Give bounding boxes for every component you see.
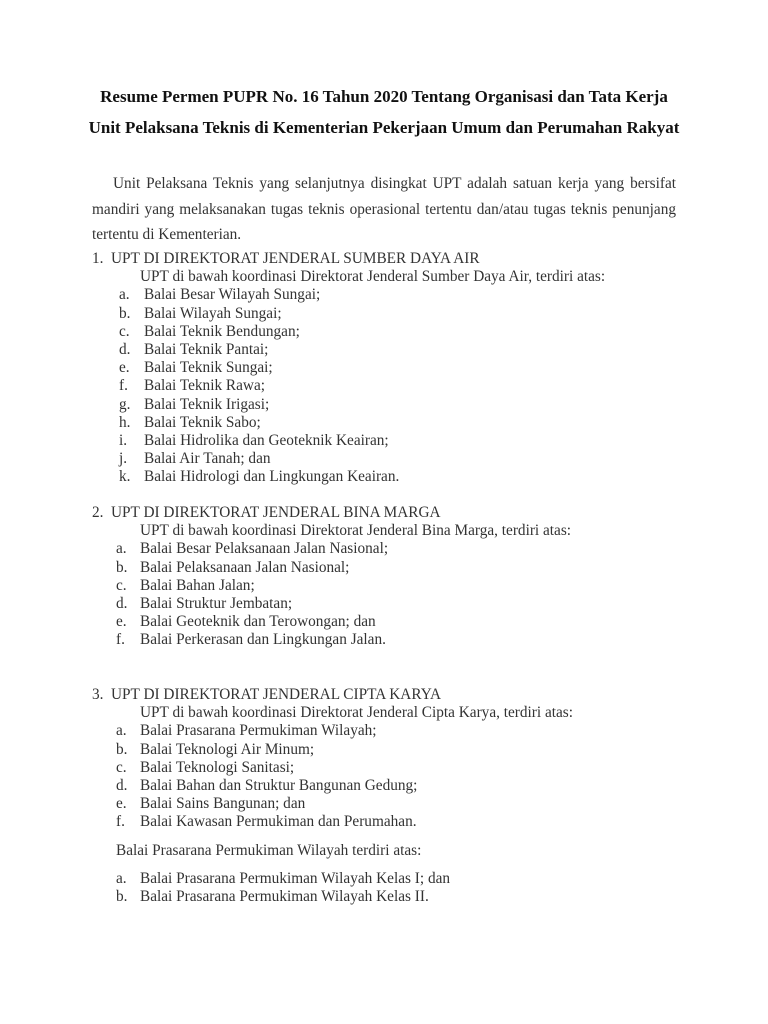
list-marker: i. xyxy=(119,432,128,450)
list-item xyxy=(92,359,605,377)
list-marker: a. xyxy=(116,870,127,887)
list-item-text: Balai Teknik Rawa; xyxy=(144,377,265,395)
list-item-text: Balai Prasarana Permukiman Wilayah Kelas II. xyxy=(140,888,429,906)
list-item xyxy=(92,305,605,323)
list-item xyxy=(92,613,571,631)
list-item xyxy=(92,450,605,468)
list-marker: b. xyxy=(119,304,131,322)
list-item-text: Balai Wilayah Sungai; xyxy=(144,304,282,322)
section-heading xyxy=(92,504,571,522)
list-marker: c. xyxy=(116,758,127,776)
section-heading xyxy=(92,686,573,704)
list-marker: k. xyxy=(119,468,131,486)
list-marker: c. xyxy=(116,576,127,594)
list-item-text: Balai Teknik Sungai; xyxy=(144,359,273,377)
list-item-text: Balai Sains Bangunan; dan xyxy=(140,795,306,813)
section-number: 2. xyxy=(92,504,104,521)
list-item-text: Balai Hidrolika dan Geoteknik Keairan; xyxy=(144,432,389,450)
list-marker: j. xyxy=(119,450,128,468)
list-item xyxy=(92,777,573,795)
list-marker: a. xyxy=(116,722,127,740)
list-marker: f. xyxy=(116,631,125,649)
section-sumber-daya-air xyxy=(92,250,605,487)
list-item xyxy=(92,888,450,906)
list-marker: b. xyxy=(116,888,128,906)
list-item xyxy=(92,741,573,759)
list-marker: e. xyxy=(116,613,127,631)
section-intro: UPT di bawah koordinasi Direktorat Jenderal Sumber Daya Air, terdiri atas: xyxy=(140,268,606,286)
list-marker: e. xyxy=(116,795,127,813)
list-item xyxy=(92,631,571,649)
section-intro: UPT di bawah koordinasi Direktorat Jenderal Cipta Karya, terdiri atas: xyxy=(140,704,574,722)
list-item xyxy=(92,323,605,341)
section-heading-text: UPT DI DIREKTORAT JENDERAL BINA MARGA xyxy=(111,504,441,521)
document-title-line-1: Resume Permen PUPR No. 16 Tahun 2020 Tentang Organisasi dan Tata Kerja xyxy=(100,87,668,106)
list-item xyxy=(92,559,571,577)
list-item-text: Balai Teknik Sabo; xyxy=(144,413,261,431)
list-item xyxy=(92,813,573,831)
list-item xyxy=(92,432,605,450)
list-marker: d. xyxy=(116,595,128,613)
section-intro: UPT di bawah koordinasi Direktorat Jenderal Bina Marga, terdiri atas: xyxy=(140,522,572,540)
list-marker: a. xyxy=(119,286,130,304)
section-heading-text: UPT DI DIREKTORAT JENDERAL CIPTA KARYA xyxy=(111,686,442,703)
list-item-text: Balai Teknik Pantai; xyxy=(144,341,269,359)
list-marker: h. xyxy=(119,413,131,431)
list-item-text: Balai Struktur Jembatan; xyxy=(140,595,293,613)
list-item xyxy=(92,286,605,304)
list-item-text: Balai Bahan Jalan; xyxy=(140,576,255,594)
section-number: 1. xyxy=(92,250,104,267)
list-marker: c. xyxy=(119,322,130,340)
list-item xyxy=(92,468,605,486)
list-item xyxy=(92,377,605,395)
list-item-text: Balai Pelaksanaan Jalan Nasional; xyxy=(140,558,350,576)
intro-paragraph: Unit Pelaksana Teknis yang selanjutnya disingkat UPT adalah satuan kerja yang bersifat mandiri yang melaksanakan tugas teknis operasional tertentu dan/atau tugas teknis penunjang tertentu di Kementerian. xyxy=(92,175,676,243)
section-cipta-karya xyxy=(92,686,573,832)
list-item-text: Balai Air Tanah; dan xyxy=(144,450,271,468)
section-bina-marga xyxy=(92,504,571,650)
list-item-text: Balai Perkerasan dan Lingkungan Jalan. xyxy=(140,631,386,649)
list-item-text: Balai Prasarana Permukiman Wilayah; xyxy=(140,722,377,740)
list-item-text: Balai Hidrologi dan Lingkungan Keairan. xyxy=(144,468,400,486)
list-marker: b. xyxy=(116,740,128,758)
list-item-text: Balai Besar Pelaksanaan Jalan Nasional; xyxy=(140,540,389,558)
list-item-text: Balai Teknik Bendungan; xyxy=(144,322,300,340)
list-marker: e. xyxy=(119,359,130,377)
list-item xyxy=(92,414,605,432)
list-marker: a. xyxy=(116,540,127,558)
document-title-line-2: Unit Pelaksana Teknis di Kementerian Pekerjaan Umum dan Perumahan Rakyat xyxy=(88,118,680,137)
list-marker: b. xyxy=(116,558,128,576)
list-item-text: Balai Teknik Irigasi; xyxy=(144,395,270,413)
list-item xyxy=(92,722,573,740)
list-item xyxy=(92,759,573,777)
list-marker: f. xyxy=(119,377,128,395)
list-item-text: Balai Kawasan Permukiman dan Perumahan. xyxy=(140,813,417,831)
list-marker: d. xyxy=(116,777,128,795)
note-intro: Balai Prasarana Permukiman Wilayah terdiri atas: xyxy=(116,842,422,859)
note-list xyxy=(92,870,450,906)
list-marker: g. xyxy=(119,395,131,413)
list-item-text: Balai Besar Wilayah Sungai; xyxy=(144,286,321,304)
section-heading-text: UPT DI DIREKTORAT JENDERAL SUMBER DAYA AIR xyxy=(111,250,480,267)
list-item-text: Balai Geoteknik dan Terowongan; dan xyxy=(140,613,376,631)
list-item xyxy=(92,595,571,613)
list-item-text: Balai Teknologi Sanitasi; xyxy=(140,758,295,776)
list-marker: d. xyxy=(119,341,131,359)
list-item xyxy=(92,396,605,414)
section-heading xyxy=(92,250,605,268)
list-item-text: Balai Prasarana Permukiman Wilayah Kelas I; dan xyxy=(140,870,451,887)
list-item-text: Balai Bahan dan Struktur Bangunan Gedung; xyxy=(140,777,418,795)
section-number: 3. xyxy=(92,686,104,703)
list-item xyxy=(92,577,571,595)
list-item xyxy=(92,341,605,359)
list-item xyxy=(92,795,573,813)
list-item xyxy=(92,540,571,558)
list-item xyxy=(92,870,450,888)
list-marker: f. xyxy=(116,813,125,831)
list-item-text: Balai Teknologi Air Minum; xyxy=(140,740,315,758)
